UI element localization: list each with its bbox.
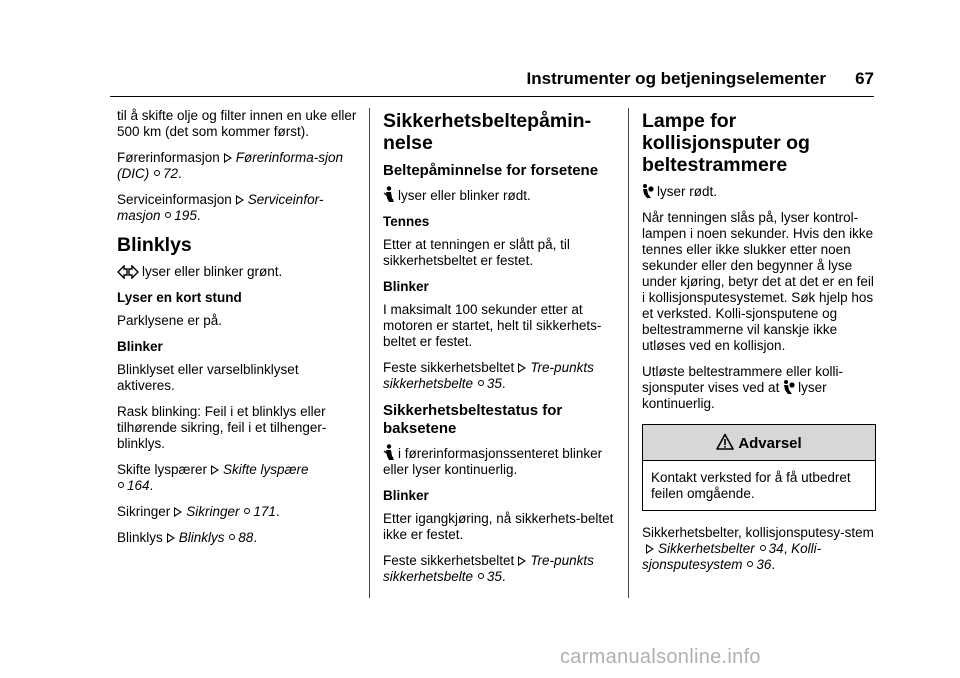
rear-status-description: i førerinformasjonssenteret blinker eller lyser kontinuerlig. bbox=[383, 446, 603, 477]
page-ref-icon bbox=[243, 507, 251, 517]
seatbelt-icon bbox=[383, 186, 395, 203]
reference-arrow-icon bbox=[167, 533, 175, 543]
subheading: Blinker bbox=[383, 279, 429, 294]
warning-box bbox=[642, 424, 876, 511]
airbag-icon bbox=[783, 380, 795, 395]
page-link[interactable]: 164 bbox=[127, 478, 150, 493]
page-ref-icon bbox=[164, 211, 172, 221]
header-rule bbox=[110, 96, 874, 97]
turn-signal-arrows-icon bbox=[117, 265, 139, 279]
page-link[interactable]: 195 bbox=[174, 208, 197, 223]
page-number: 67 bbox=[855, 69, 874, 88]
page-link[interactable]: 171 bbox=[253, 504, 276, 519]
column-1 bbox=[117, 108, 357, 556]
cross-reference: Sikringer Sikringer 171. bbox=[117, 504, 280, 519]
cross-reference: Skifte lyspærer Skifte lyspære 164. bbox=[117, 462, 309, 493]
page-link[interactable]: 35 bbox=[486, 376, 502, 391]
heading-turn-signals: Blinklys bbox=[117, 234, 192, 256]
page-link[interactable]: 88 bbox=[238, 530, 254, 545]
reference-arrow-icon bbox=[236, 195, 244, 205]
subheading: Tennes bbox=[383, 214, 430, 229]
turn-signal-description: lyser eller blinker grønt. bbox=[117, 264, 357, 280]
page-link[interactable]: 36 bbox=[756, 557, 772, 572]
reference-arrow-icon bbox=[211, 465, 219, 475]
warning-header: Advarsel bbox=[643, 425, 875, 461]
body-text: Utløste beltestrammere eller kolli-sjonsputer vises ved at lyser kontinuerlig. bbox=[642, 364, 844, 411]
reference-link[interactable]: Skifte lyspære bbox=[223, 462, 309, 477]
column-divider bbox=[628, 108, 629, 598]
body-text: Når tenningen slås på, lyser kontrol-lampen i noen sekunder. Hvis den ikke tennes eller ikke slukker etter noen sekunder eller den begynner å lyse under kjøring, betyr det at det er en feil i kollisjonsputesystemet. Søk hjelp hos et verksted. Kolli-sjonsputene og beltestrammerne vil kanskje ikke utløses ved en kollisjon. bbox=[642, 210, 874, 353]
subheading-front-seats: Beltepåminnelse for forsetene bbox=[383, 162, 599, 179]
page-link[interactable]: 72 bbox=[163, 166, 179, 181]
section-title: Instrumenter og betjeningselementer bbox=[526, 69, 826, 88]
reference-link[interactable]: Førerinforma-sjon (DIC) bbox=[117, 150, 344, 181]
cross-reference: Feste sikkerhetsbeltet Tre-punkts sikkerhetsbelte 35. bbox=[383, 553, 594, 584]
page-ref-icon bbox=[228, 533, 236, 543]
body-text: Blinklyset eller varselblinklyset aktiveres. bbox=[117, 362, 299, 393]
page-ref-icon bbox=[477, 572, 485, 582]
cross-reference: Blinklys Blinklys 88. bbox=[117, 530, 258, 545]
cross-reference: Sikkerhetsbelter, kollisjonsputesy-stemSikkerhetsbelter 34, Kolli-sjonsputesystem 36. bbox=[642, 525, 874, 572]
body-text: I maksimalt 100 sekunder etter at motoren er startet, helt til sikkerhets-beltet er festet. bbox=[383, 302, 602, 349]
warning-text: Kontakt verksted for å få utbedret feilen omgående. bbox=[651, 470, 851, 501]
airbag-description: lyser rødt. bbox=[642, 184, 880, 200]
body-text: Rask blinking: Feil i et blinklys eller tilhørende sikring, feil i et tilhenger-blinklys. bbox=[117, 404, 327, 451]
page-ref-icon bbox=[477, 379, 485, 389]
reference-arrow-icon bbox=[224, 153, 232, 163]
column-2 bbox=[383, 108, 621, 595]
reference-arrow-icon bbox=[646, 544, 654, 554]
column-3 bbox=[642, 108, 880, 583]
cross-reference: Førerinformasjon Førerinforma-sjon (DIC) 72. bbox=[117, 150, 344, 181]
page-link[interactable]: 34 bbox=[768, 541, 784, 556]
subheading: Lyser en kort stund bbox=[117, 290, 242, 305]
seatbelt-description: lyser eller blinker rødt. bbox=[383, 186, 621, 204]
reference-link[interactable]: Sikkerhetsbelter bbox=[658, 541, 755, 556]
page-ref-icon bbox=[153, 169, 161, 179]
oil-change-text: til å skifte olje og filter innen en uke eller 500 km (det som kommer først). bbox=[117, 108, 357, 139]
column-divider bbox=[369, 108, 370, 598]
warning-triangle-icon bbox=[716, 433, 734, 451]
reference-link[interactable]: Sikringer bbox=[186, 504, 240, 519]
page-header bbox=[110, 67, 874, 97]
subheading-rear-seats: Sikkerhetsbeltestatus for baksetene bbox=[383, 402, 563, 437]
reference-link[interactable]: Serviceinfor-masjon bbox=[117, 192, 324, 223]
reference-arrow-icon bbox=[518, 556, 526, 566]
reference-arrow-icon bbox=[518, 363, 526, 373]
reference-arrow-icon bbox=[174, 507, 182, 517]
cross-reference: Serviceinformasjon Serviceinfor-masjon 195. bbox=[117, 192, 324, 223]
subheading: Blinker bbox=[117, 339, 163, 354]
airbag-icon bbox=[642, 184, 654, 199]
reference-link[interactable]: Kolli-sjonsputesystem bbox=[642, 541, 822, 572]
page-ref-icon bbox=[117, 481, 125, 491]
body-text: Etter at tenningen er slått på, til sikkerhetsbeltet er festet. bbox=[383, 237, 570, 268]
heading-airbag-lamp: Lampe for kollisjonsputer og beltestrammere bbox=[642, 110, 810, 176]
reference-link[interactable]: Tre-punkts sikkerhetsbelte bbox=[383, 553, 594, 584]
subheading: Blinker bbox=[383, 488, 429, 503]
watermark: carmanualsonline.info bbox=[560, 646, 761, 668]
page-ref-icon bbox=[759, 544, 767, 554]
page-ref-icon bbox=[746, 560, 754, 570]
heading-seatbelt-reminder: Sikkerhetsbeltepåmin-nelse bbox=[383, 110, 592, 154]
reference-link[interactable]: Blinklys bbox=[178, 530, 225, 545]
seatbelt-icon bbox=[383, 444, 395, 461]
body-text: Etter igangkjøring, nå sikkerhets-beltet ikke er festet. bbox=[383, 511, 614, 542]
cross-reference: Feste sikkerhetsbeltet Tre-punkts sikkerhetsbelte 35. bbox=[383, 360, 594, 391]
body-text: Parklysene er på. bbox=[117, 313, 223, 328]
page-link[interactable]: 35 bbox=[486, 569, 502, 584]
reference-link[interactable]: Tre-punkts sikkerhetsbelte bbox=[383, 360, 594, 391]
